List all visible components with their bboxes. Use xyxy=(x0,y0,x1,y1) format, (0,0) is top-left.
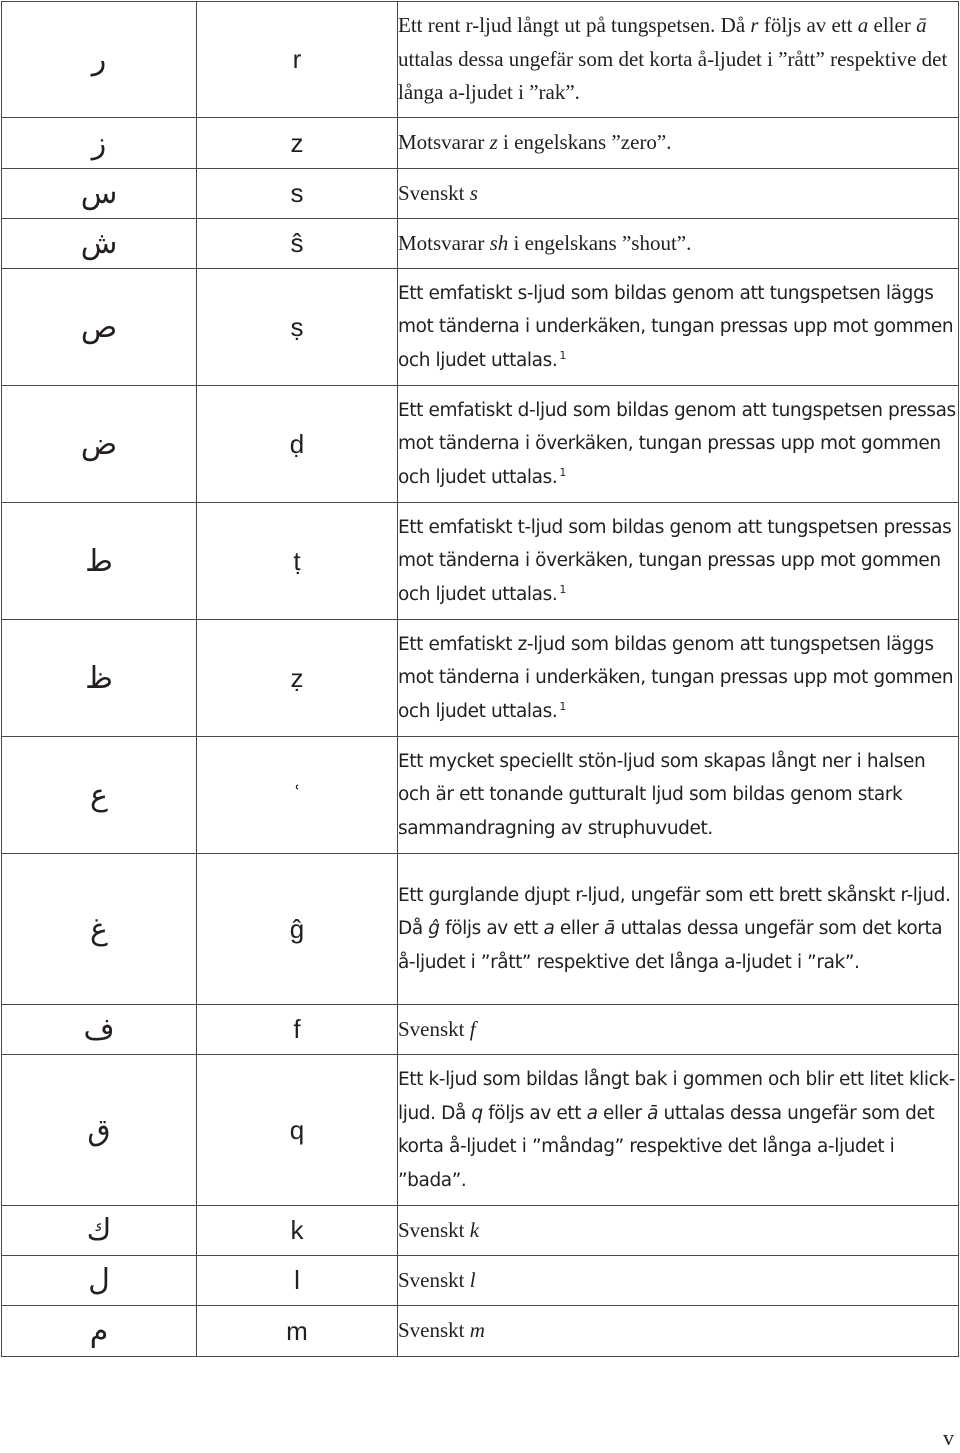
transliteration: ŝ xyxy=(197,219,398,269)
description-text: Svenskt xyxy=(398,1016,470,1041)
italic-letter: a xyxy=(543,918,555,940)
arabic-letter: ر xyxy=(2,2,197,118)
italic-letter: f xyxy=(469,1016,476,1041)
pronunciation-description xyxy=(398,1005,959,1055)
description-text: Svenskt xyxy=(398,1217,470,1242)
transliteration: ʿ xyxy=(197,737,398,854)
pronunciation-description xyxy=(398,503,959,620)
description-text: följs av ett xyxy=(439,918,544,940)
italic-letter: s xyxy=(469,180,478,205)
italic-letter: sh xyxy=(489,230,509,255)
description-text: i engelskans ”shout”. xyxy=(508,230,692,255)
description-text: Ett emfatiskt s-ljud som bildas genom att tungspetsen läggs mot tänderna i underkäken, tungan pressas upp mot gommen och ljudet uttalas. xyxy=(398,282,954,371)
letter-row xyxy=(2,118,959,169)
letter-row xyxy=(2,1206,959,1256)
pronunciation-description xyxy=(398,2,959,118)
pronunciation-description xyxy=(398,737,959,854)
letter-row xyxy=(2,1005,959,1055)
pronunciation-description xyxy=(398,1256,959,1306)
arabic-letter: س xyxy=(2,169,197,219)
letter-row xyxy=(2,269,959,386)
arabic-letter: ق xyxy=(2,1055,197,1206)
transliteration: m xyxy=(197,1306,398,1357)
arabic-letter: ع xyxy=(2,737,197,854)
letter-row xyxy=(2,219,959,269)
description-text: Ett mycket speciellt stön-ljud som skapas långt ner i halsen och är ett tonande gutturalt ljud som bildas genom stark sammandragning av struphuvudet. xyxy=(398,750,926,839)
italic-letter: z xyxy=(489,130,498,155)
description-text: uttalas dessa ungefär som det korta å-ljudet i ”rått” respektive det långa a-ljudet i ”rak”. xyxy=(398,46,948,105)
pronunciation-description xyxy=(398,386,959,503)
footnote-marker[interactable]: 1 xyxy=(559,348,566,362)
italic-letter: a xyxy=(857,13,869,38)
italic-letter: r xyxy=(750,13,759,38)
italic-letter: ā xyxy=(647,1102,659,1124)
description-text: Ett emfatiskt t-ljud som bildas genom att tungspetsen pressas mot tänderna i överkäken, tungan pressas upp mot gommen och ljudet uttalas. xyxy=(398,516,952,605)
description-text: eller xyxy=(597,1102,648,1124)
arabic-letter: ك xyxy=(2,1206,197,1256)
page-number: v xyxy=(943,1425,954,1450)
letter-row xyxy=(2,1055,959,1206)
transliteration: ḍ xyxy=(197,386,398,503)
transliteration: ṣ xyxy=(197,269,398,386)
transliteration: ĝ xyxy=(197,854,398,1005)
letter-row xyxy=(2,503,959,620)
arabic-letter: م xyxy=(2,1306,197,1357)
italic-letter: ĝ xyxy=(428,918,440,940)
pronunciation-description xyxy=(398,118,959,169)
italic-letter: a xyxy=(586,1102,598,1124)
letter-row xyxy=(2,2,959,118)
letter-row xyxy=(2,1306,959,1357)
description-text: Motsvarar xyxy=(398,230,490,255)
arabic-letter: ظ xyxy=(2,620,197,737)
footnote-marker[interactable]: 1 xyxy=(559,465,566,479)
description-text: Ett emfatiskt z-ljud som bildas genom att tungspetsen läggs mot tänderna i underkäken, tungan pressas upp mot gommen och ljudet uttalas. xyxy=(398,633,954,722)
letter-row xyxy=(2,169,959,219)
pronunciation-description xyxy=(398,1206,959,1256)
alphabet-table xyxy=(1,1,959,1357)
alphabet-table-body xyxy=(2,2,959,1357)
description-text: Ett rent r-ljud långt ut på tungspetsen. Då xyxy=(398,13,751,38)
description-text: uttalas dessa ungefär som det korta å-ljudet i ”rått” respektive det långa a-ljudet i ”rak”. xyxy=(398,918,943,973)
pronunciation-description xyxy=(398,620,959,737)
transliteration: f xyxy=(197,1005,398,1055)
letter-row xyxy=(2,737,959,854)
footnote-marker[interactable]: 1 xyxy=(559,699,566,713)
italic-letter: ā xyxy=(604,918,615,940)
arabic-letter: ز xyxy=(2,118,197,169)
pronunciation-description xyxy=(398,854,959,1005)
description-text: Svenskt xyxy=(398,1267,470,1292)
description-text: Ett gurglande djupt r-ljud, ungefär som ett brett skånskt r-ljud. Då xyxy=(398,884,951,940)
pronunciation-description xyxy=(398,169,959,219)
description-text: Motsvarar xyxy=(398,130,490,155)
letter-row xyxy=(2,620,959,737)
description-text: uttalas dessa ungefär som det korta å-ljudet i ”måndag” respektive det långa a-ljudet i ”bada”. xyxy=(398,1102,935,1191)
transliteration: q xyxy=(197,1055,398,1206)
arabic-letter: ش xyxy=(2,219,197,269)
description-text: Ett k-ljud som bildas långt bak i gommen och blir ett litet klick-ljud. Då xyxy=(398,1069,956,1124)
transliteration: s xyxy=(197,169,398,219)
footnote-marker[interactable]: 1 xyxy=(559,582,566,596)
transliteration: z xyxy=(197,118,398,169)
description-text: följs av ett xyxy=(758,13,858,38)
letter-row xyxy=(2,854,959,1005)
description-text: Svenskt xyxy=(398,1318,470,1343)
description-text: eller xyxy=(868,13,917,38)
transliteration: l xyxy=(197,1256,398,1306)
description-text: i engelskans ”zero”. xyxy=(497,130,672,155)
description-text: följs av ett xyxy=(482,1102,587,1124)
transliteration: ẓ xyxy=(197,620,398,737)
arabic-letter: ط xyxy=(2,503,197,620)
transliteration: ṭ xyxy=(197,503,398,620)
arabic-letter: ص xyxy=(2,269,197,386)
description-text: Svenskt xyxy=(398,180,470,205)
transliteration: r xyxy=(197,2,398,118)
italic-letter: m xyxy=(469,1318,485,1343)
pronunciation-description xyxy=(398,219,959,269)
letter-row xyxy=(2,1256,959,1306)
arabic-letter: ف xyxy=(2,1005,197,1055)
italic-letter: k xyxy=(469,1217,480,1242)
pronunciation-description xyxy=(398,1055,959,1206)
italic-letter: ā xyxy=(916,13,927,38)
letter-row xyxy=(2,386,959,503)
pronunciation-description xyxy=(398,1306,959,1357)
arabic-letter: ل xyxy=(2,1256,197,1306)
transliteration: k xyxy=(197,1206,398,1256)
pronunciation-description xyxy=(398,269,959,386)
italic-letter: q xyxy=(471,1102,483,1124)
arabic-letter: ض xyxy=(2,386,197,503)
italic-letter: l xyxy=(469,1267,476,1292)
description-text: eller xyxy=(554,918,605,940)
arabic-letter: غ xyxy=(2,854,197,1005)
description-text: Ett emfatiskt d-ljud som bildas genom att tungspetsen pressas mot tänderna i överkäken, tungan pressas upp mot gommen och ljudet uttalas. xyxy=(398,399,956,488)
